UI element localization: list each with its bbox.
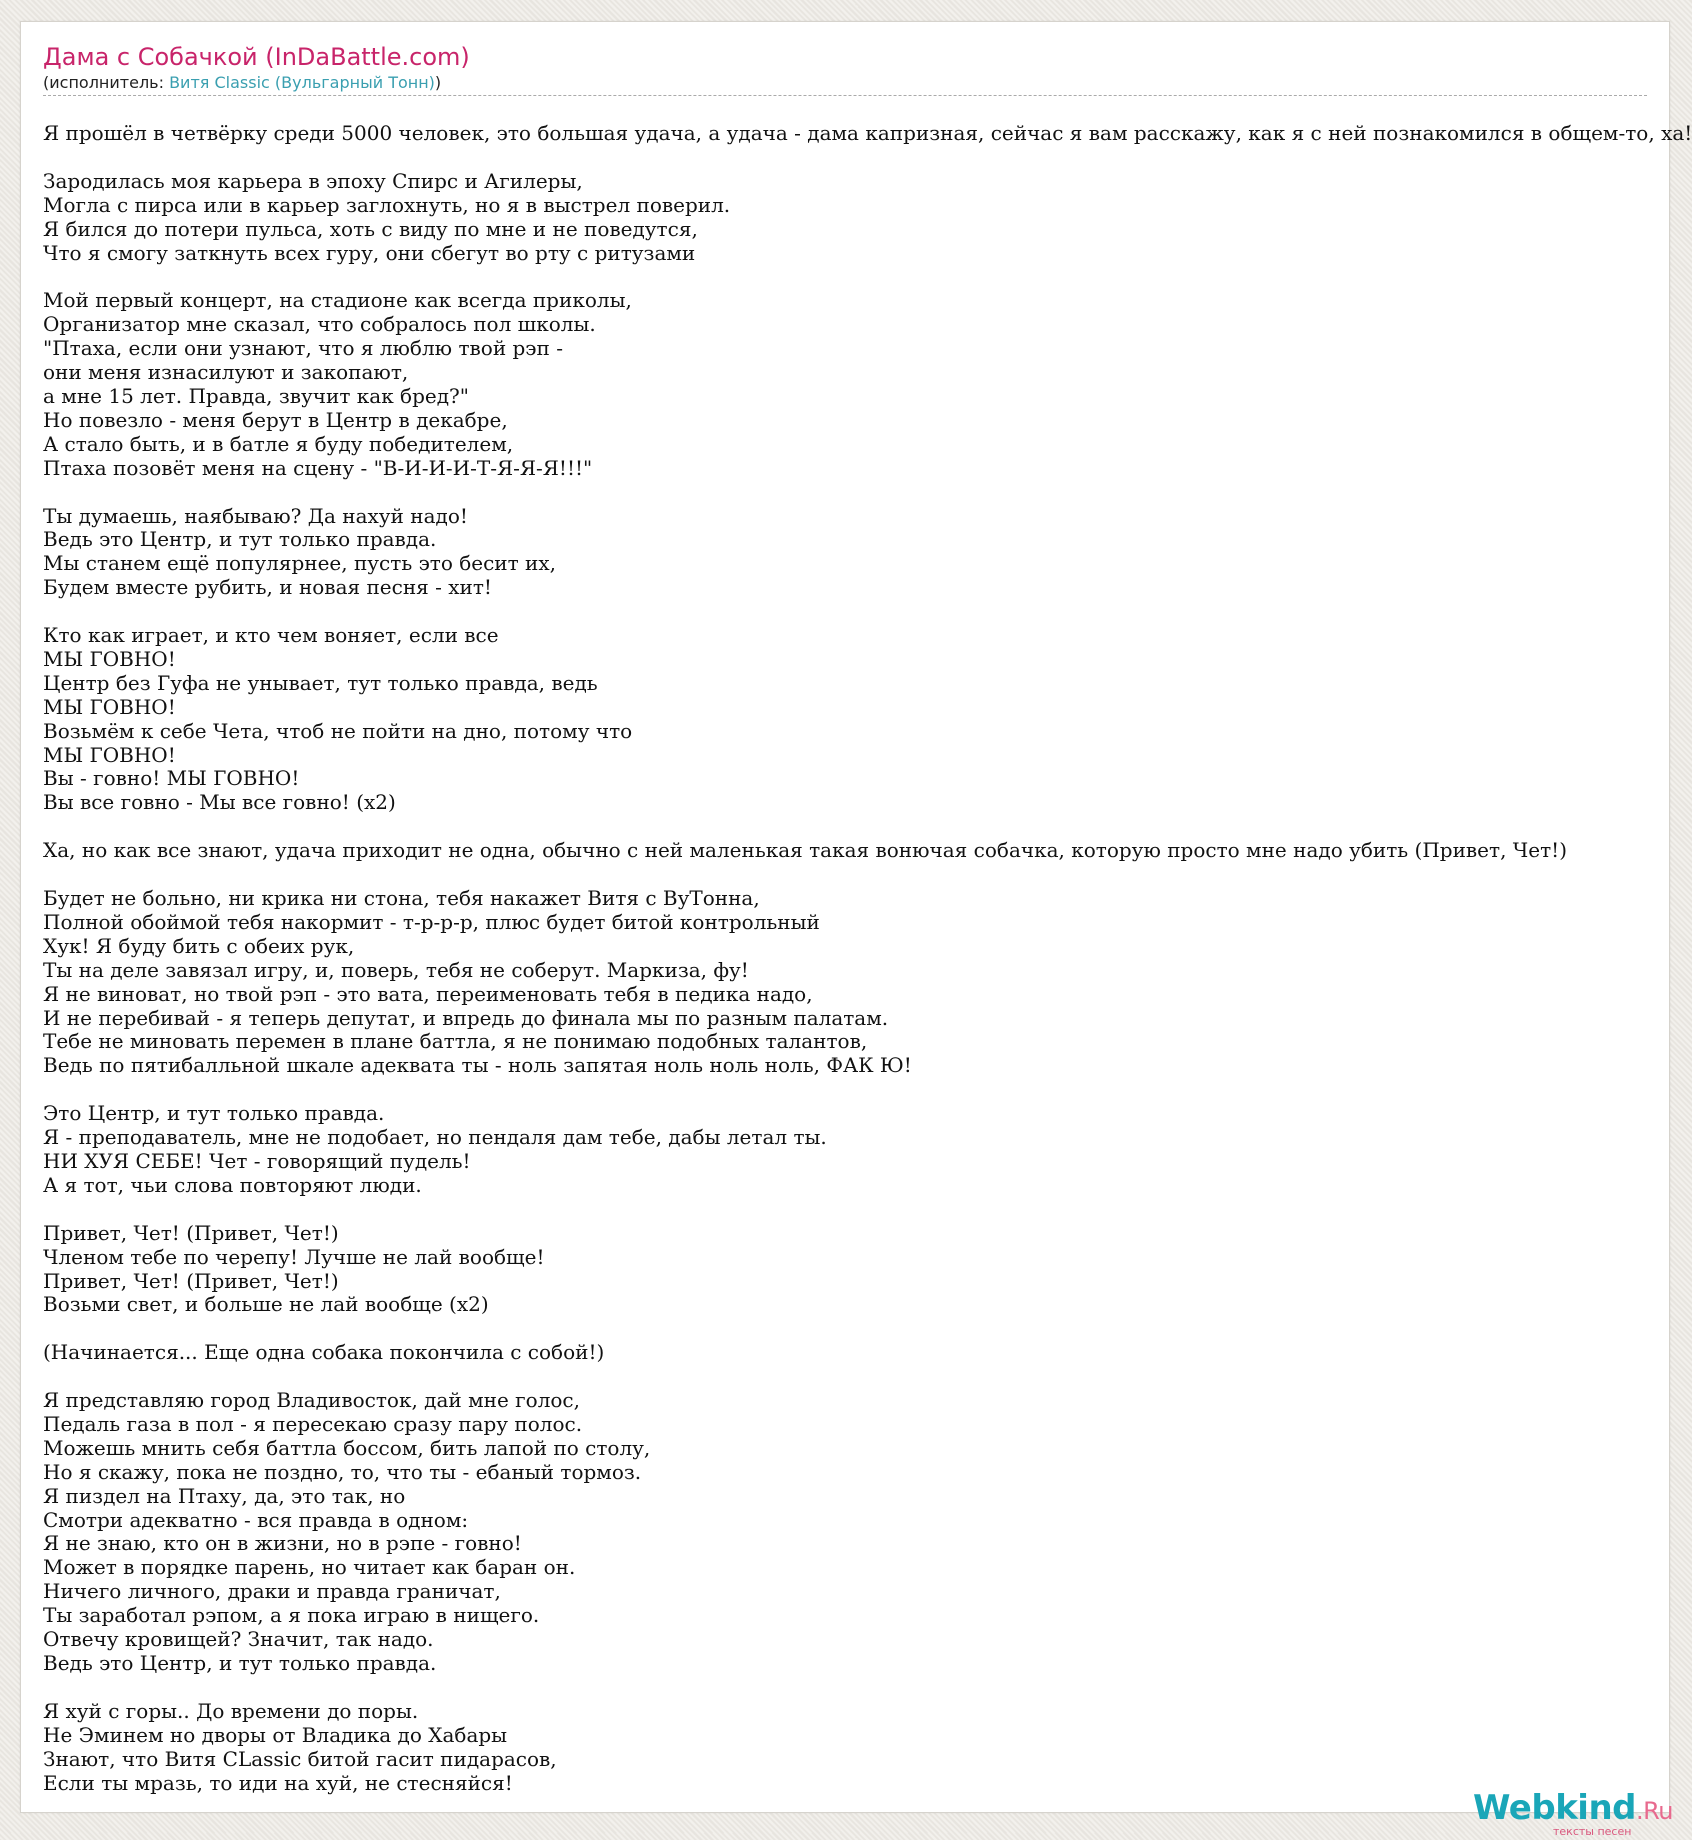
logo-tld: .Ru: [1636, 1797, 1673, 1825]
lyrics-page: [20, 21, 1692, 1838]
artist-prefix: (исполнитель:: [43, 73, 170, 92]
logo-subtitle: тексты песен: [1553, 1825, 1632, 1838]
artist-suffix: ): [434, 73, 442, 92]
song-title: Дама с Собачкой (InDaBattle.com): [43, 43, 470, 71]
lyrics-text: Я прошёл в четвёрку среди 5000 человек, это большая удача, а удача - дама капризная, сейчас я вам расскажу, как я с ней познакомился в общем-то, ха! Зародилась моя карьера в эпоху Спирс и Агилеры, Могла с пирса или в карьер заглохнуть, но я в выстрел поверил. Я бился до потери пульса, хоть с виду по мне и не поведутся, Что я смогу заткнуть всех гуру, они сбегут во рту с ритузами Мой первый концерт, на стадионе как всегда приколы, Организатор мне сказал, что собралось пол школы. "Птаха, если они узнают, что я люблю твой рэп - они меня изнасилуют и закопают, а мне 15 лет. Правда, звучит как бред?" Но повезло - меня берут в Центр в декабре, А стало быть, и в батле я буду победителем, Птаха позовёт меня на сцену - "В-И-И-И-Т-Я-Я-Я!!!" Ты думаешь, наябываю? Да нахуй надо! Ведь это Центр, и тут только правда. Мы станем ещё популярнее, пусть это бесит их, Будем вместе рубить, и новая песня - хит! Кто как играет, и кто чем воняет, если все МЫ ГОВНО! Центр без Гуфа не унывает, тут только правда, ведь МЫ ГОВНО! Возьмём к себе Чета, чтоб не пойти на дно, потому что МЫ ГОВНО! Вы - говно! МЫ ГОВНО! Вы все говно - Мы все говно! (x2) Ха, но как все знают, удача приходит не одна, обычно с ней маленькая такая вонючая собачка, которую просто мне надо убить (Привет, Чет!) Будет не больно, ни крика ни стона, тебя накажет Витя с ВуТонна, Полной обоймой тебя накормит - т-р-р-р, плюс будет битой контрольный Хук! Я буду бить с обеих рук, Ты на деле завязал игру, и, поверь, тебя не соберут. Маркиза, фу! Я не виноват, но твой рэп - это вата, переименовать тебя в педика надо, И не перебивай - я теперь депутат, и впредь до финала мы по разным палатам. Тебе не миновать перемен в плане баттла, я не понимаю подобных талантов, Ведь по пятибалльной шкале адеквата ты - ноль запятая ноль ноль ноль, ФАК Ю! Это Центр, и тут только правда. Я - преподаватель, мне не подобает, но пендаля дам тебе, дабы летал ты. НИ ХУЯ СЕБЕ! Чет - говорящий пудель! А я тот, чьи слова повторяют люди. Привет, Чет! (Привет, Чет!) Членом тебе по черепу! Лучше не лай вообще! Привет, Чет! (Привет, Чет!) Возьми свет, и больше не лай вообще (x2) (Начинается... Еще одна собака покончила с собой!) Я представляю город Владивосток, дай мне голос, Педаль газа в пол - я пересекаю сразу пару полос. Можешь мнить себя баттла боссом, бить лапой по столу, Но я скажу, пока не поздно, то, что ты - ебаный тормоз. Я пиздел на Птаху, да, это так, но Смотри адекватно - вся правда в одном: Я не знаю, кто он в жизни, но в рэпе - говно! Может в порядке парень, но читает как баран он. Ничего личного, драки и правда граничат, Ты заработал рэпом, а я пока играю в нищего. Отвечу кровищей? Значит, так надо. Ведь это Центр, и тут только правда. Я хуй с горы.. До времени до поры. Не Эминем но дворы от Владика до Хабары Знают, что Витя CLassic битой гасит пидарасов, Если ты мразь, то иди на хуй, не стесняйся!: [43, 121, 1692, 1795]
song-header: [43, 42, 1647, 96]
artist-link[interactable]: Витя Classic (Вульгарный Тонн): [169, 73, 435, 92]
logo-main-text: Webkind: [1473, 1788, 1636, 1828]
webkind-logo[interactable]: [1473, 1788, 1673, 1840]
artist-line: [43, 73, 1647, 93]
